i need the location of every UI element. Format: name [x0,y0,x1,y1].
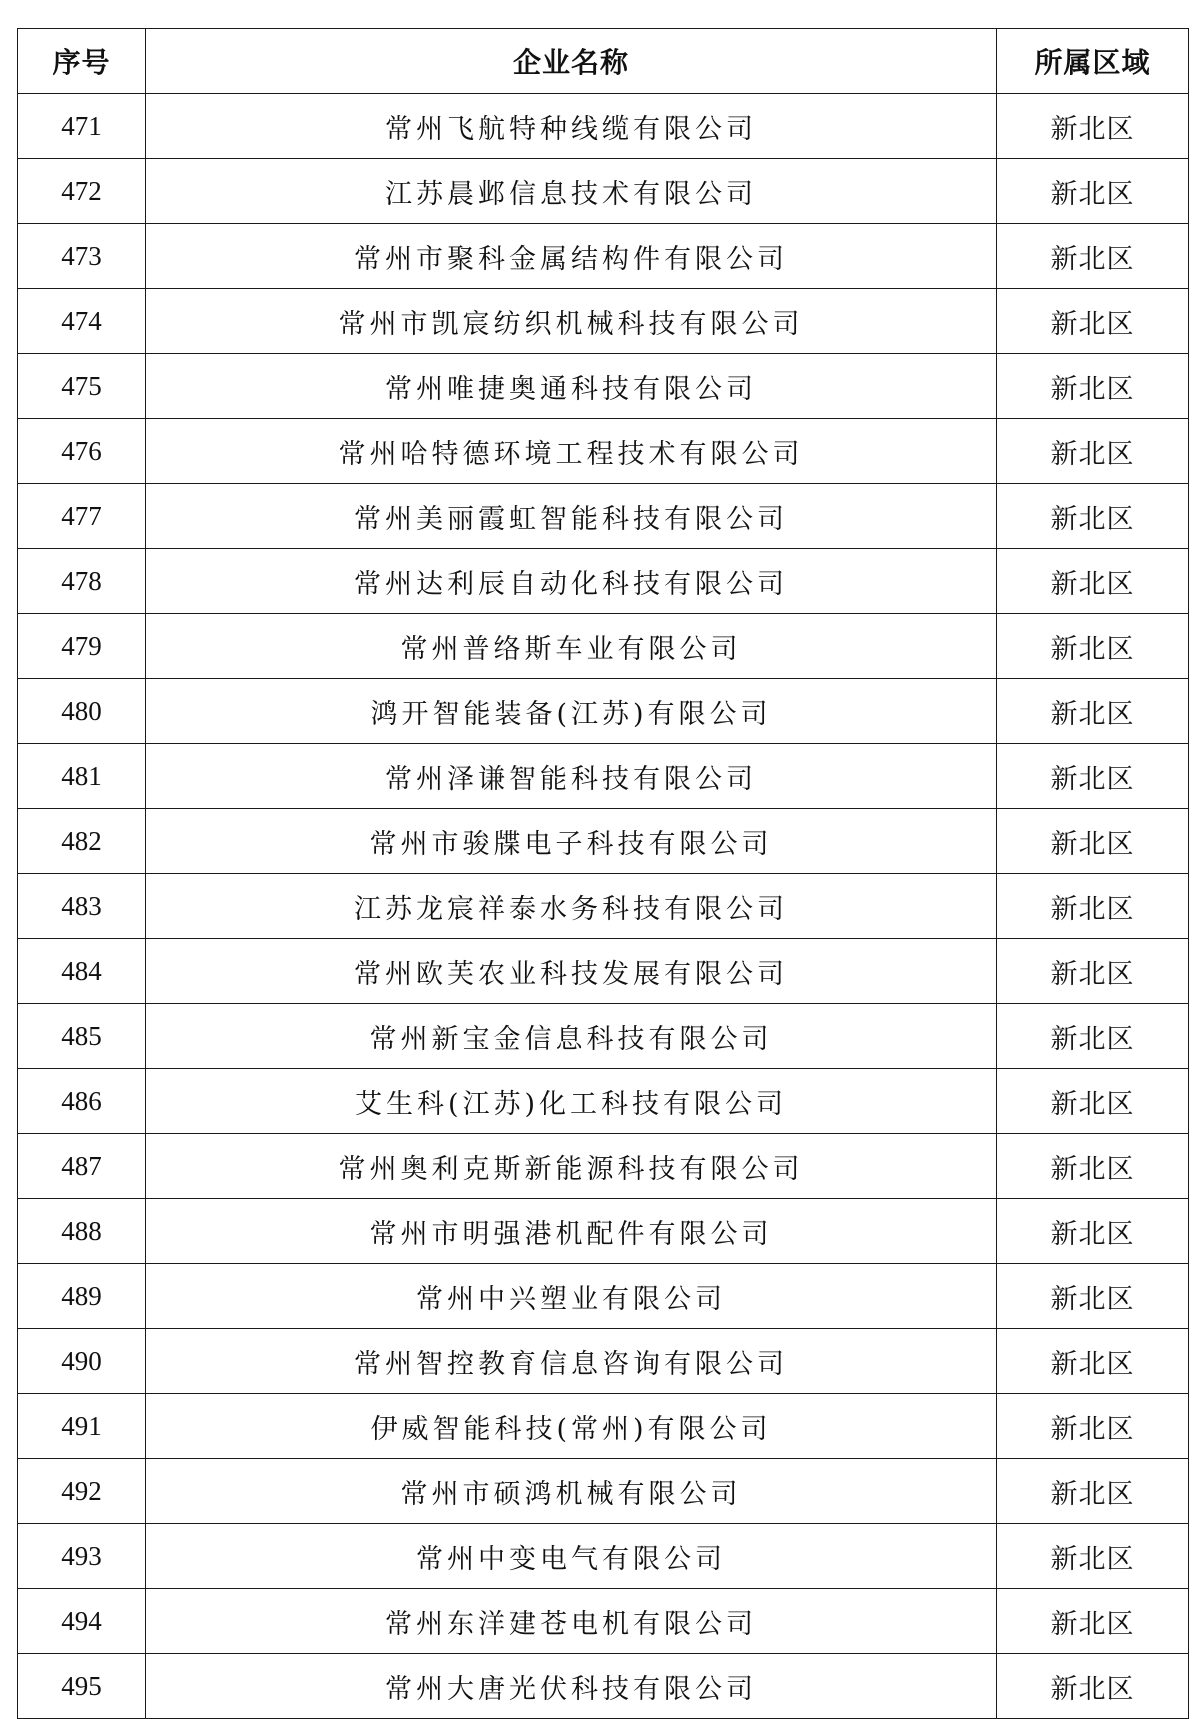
row-number-cell: 479 [18,614,146,679]
company-name-cell: 常州普络斯车业有限公司 [146,614,997,679]
row-number-cell: 495 [18,1654,146,1719]
region-cell: 新北区 [997,1199,1189,1264]
table-row [18,1329,1189,1394]
region-cell: 新北区 [997,354,1189,419]
row-number-cell: 471 [18,94,146,159]
company-name-cell: 江苏龙宸祥泰水务科技有限公司 [146,874,997,939]
company-name-cell: 常州欧芙农业科技发展有限公司 [146,939,997,1004]
row-number-cell: 494 [18,1589,146,1654]
company-name-cell: 常州新宝金信息科技有限公司 [146,1004,997,1069]
table-row [18,1394,1189,1459]
company-name-cell: 常州中兴塑业有限公司 [146,1264,997,1329]
region-cell: 新北区 [997,1394,1189,1459]
company-name-cell: 常州泽谦智能科技有限公司 [146,744,997,809]
company-name-cell: 常州飞航特种线缆有限公司 [146,94,997,159]
company-name-cell: 常州市聚科金属结构件有限公司 [146,224,997,289]
table-row [18,1004,1189,1069]
region-cell: 新北区 [997,744,1189,809]
company-name-cell: 常州中变电气有限公司 [146,1524,997,1589]
region-cell: 新北区 [997,1004,1189,1069]
row-number-cell: 488 [18,1199,146,1264]
row-number-cell: 489 [18,1264,146,1329]
company-name-cell: 常州东洋建苍电机有限公司 [146,1589,997,1654]
table-row [18,224,1189,289]
table-row [18,1524,1189,1589]
company-name-cell: 江苏晨邺信息技术有限公司 [146,159,997,224]
region-cell: 新北区 [997,939,1189,1004]
row-number-cell: 486 [18,1069,146,1134]
row-number-cell: 492 [18,1459,146,1524]
company-name-cell: 常州市凯宸纺织机械科技有限公司 [146,289,997,354]
table-row [18,874,1189,939]
row-number-cell: 476 [18,419,146,484]
header-region: 所属区域 [997,29,1189,94]
row-number-cell: 478 [18,549,146,614]
region-cell: 新北区 [997,679,1189,744]
table-row [18,419,1189,484]
table-row [18,744,1189,809]
region-cell: 新北区 [997,94,1189,159]
table-body [18,94,1189,1719]
region-cell: 新北区 [997,614,1189,679]
document-page [17,28,1188,1705]
company-name-cell: 常州哈特德环境工程技术有限公司 [146,419,997,484]
region-cell: 新北区 [997,289,1189,354]
company-name-cell: 常州美丽霞虹智能科技有限公司 [146,484,997,549]
row-number-cell: 480 [18,679,146,744]
company-name-cell: 鸿开智能装备(江苏)有限公司 [146,679,997,744]
region-cell: 新北区 [997,1589,1189,1654]
table-row [18,614,1189,679]
table-row [18,1459,1189,1524]
row-number-cell: 474 [18,289,146,354]
region-cell: 新北区 [997,224,1189,289]
table-row [18,94,1189,159]
region-cell: 新北区 [997,1069,1189,1134]
row-number-cell: 485 [18,1004,146,1069]
region-cell: 新北区 [997,874,1189,939]
table-row [18,1199,1189,1264]
row-number-cell: 477 [18,484,146,549]
region-cell: 新北区 [997,1654,1189,1719]
table-row [18,679,1189,744]
company-name-cell: 常州唯捷奥通科技有限公司 [146,354,997,419]
table-header-row [18,29,1189,94]
row-number-cell: 491 [18,1394,146,1459]
row-number-cell: 490 [18,1329,146,1394]
company-name-cell: 艾生科(江苏)化工科技有限公司 [146,1069,997,1134]
row-number-cell: 475 [18,354,146,419]
region-cell: 新北区 [997,549,1189,614]
company-name-cell: 常州智控教育信息咨询有限公司 [146,1329,997,1394]
region-cell: 新北区 [997,1134,1189,1199]
enterprise-table [17,28,1189,1719]
table-row [18,159,1189,224]
region-cell: 新北区 [997,1264,1189,1329]
table-row [18,354,1189,419]
region-cell: 新北区 [997,484,1189,549]
region-cell: 新北区 [997,1459,1189,1524]
company-name-cell: 常州市骏牒电子科技有限公司 [146,809,997,874]
row-number-cell: 483 [18,874,146,939]
row-number-cell: 481 [18,744,146,809]
row-number-cell: 473 [18,224,146,289]
region-cell: 新北区 [997,419,1189,484]
region-cell: 新北区 [997,1524,1189,1589]
table-row [18,939,1189,1004]
table-row [18,289,1189,354]
row-number-cell: 482 [18,809,146,874]
company-name-cell: 常州奥利克斯新能源科技有限公司 [146,1134,997,1199]
company-name-cell: 常州市硕鸿机械有限公司 [146,1459,997,1524]
table-row [18,1654,1189,1719]
header-no: 序号 [18,29,146,94]
company-name-cell: 常州市明强港机配件有限公司 [146,1199,997,1264]
table-row [18,809,1189,874]
region-cell: 新北区 [997,159,1189,224]
table-row [18,1264,1189,1329]
company-name-cell: 常州达利辰自动化科技有限公司 [146,549,997,614]
region-cell: 新北区 [997,1329,1189,1394]
table-row [18,1069,1189,1134]
company-name-cell: 常州大唐光伏科技有限公司 [146,1654,997,1719]
region-cell: 新北区 [997,809,1189,874]
row-number-cell: 472 [18,159,146,224]
header-name: 企业名称 [146,29,997,94]
table-row [18,549,1189,614]
company-name-cell: 伊威智能科技(常州)有限公司 [146,1394,997,1459]
row-number-cell: 493 [18,1524,146,1589]
row-number-cell: 484 [18,939,146,1004]
table-row [18,1589,1189,1654]
table-row [18,484,1189,549]
table-row [18,1134,1189,1199]
row-number-cell: 487 [18,1134,146,1199]
